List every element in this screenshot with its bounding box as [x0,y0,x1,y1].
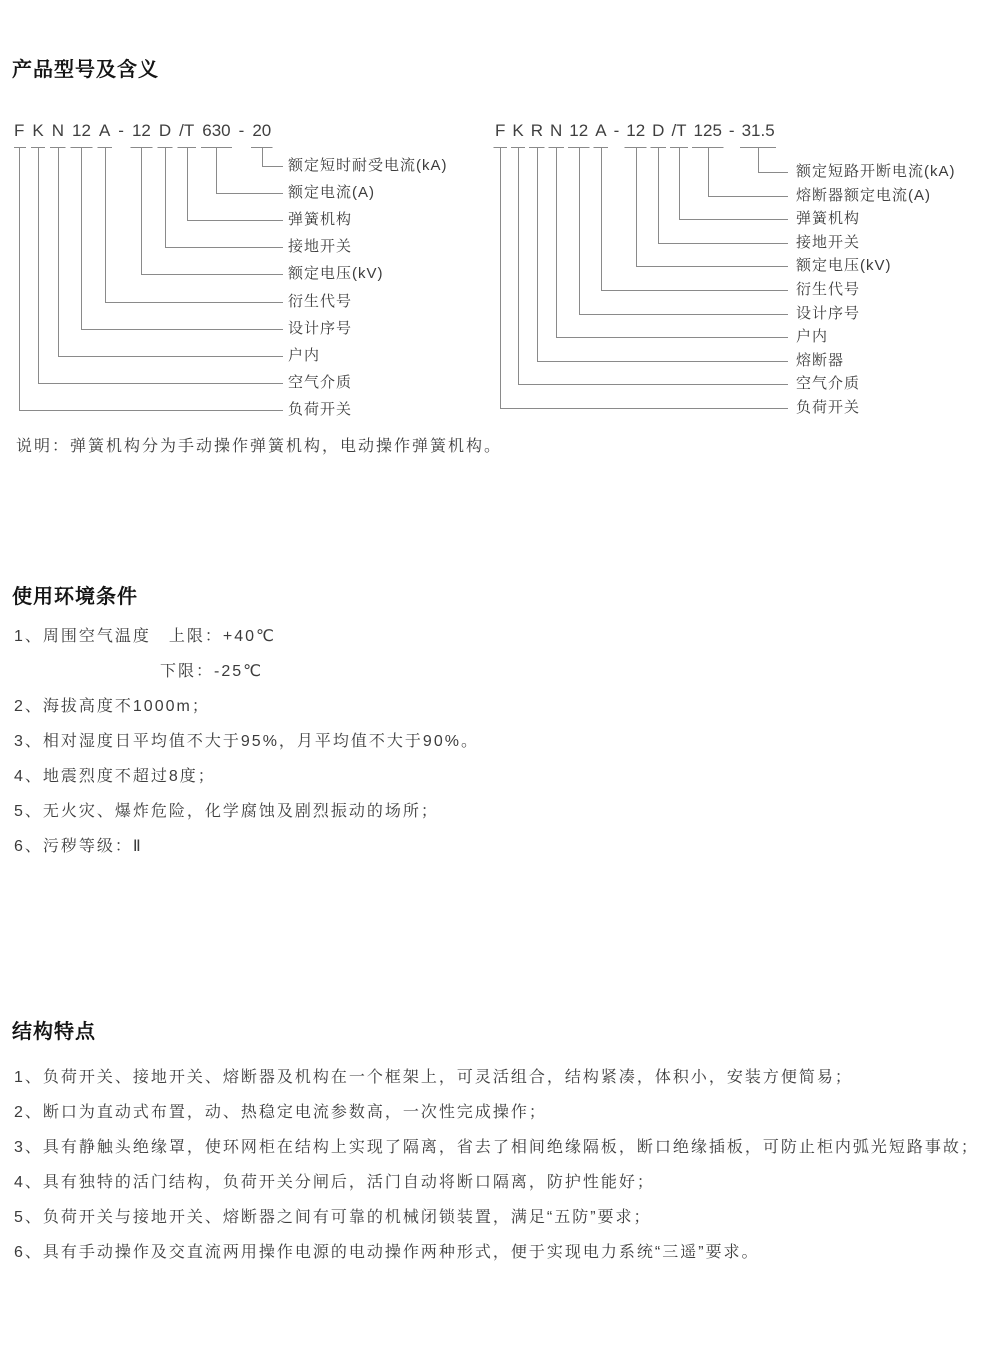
model-code-part: R [530,121,544,140]
diagram-label: 户内 [796,328,829,346]
diagram-label: 负荷开关 [796,399,861,416]
model-code-part: 630 [202,121,231,140]
model-code-part: 12 [569,121,589,140]
diagram-label: 空气介质 [796,375,861,393]
diagram-label: 熔断器额定电流(A) [796,186,931,204]
model-code-separator: - [613,121,620,140]
model-code-part: 12 [131,121,151,140]
environment-list [14,626,984,871]
model-code-part: 12 [72,121,91,140]
diagram-label: 额定短路开断电流(kA) [796,163,956,180]
model-code-part: A [595,121,607,140]
model-diagram-fkrn [492,118,992,418]
list-item: 4、地震烈度不超过8度； [14,768,216,785]
diagram-label: 衍生代号 [796,281,861,298]
diagram-label: 额定电压(kV) [288,265,384,283]
model-code [14,121,271,141]
model-code-part: K [512,121,524,140]
model-code-part: 12 [626,121,646,140]
diagram-label: 弹簧机构 [288,211,353,229]
diagram-label: 额定电压(kV) [796,257,892,275]
model-code-separator: - [238,121,245,140]
diagram-label: 设计序号 [288,319,353,337]
diagram-label: 熔断器 [796,351,845,369]
diagram-label: 负荷开关 [288,400,353,418]
model-code-part: N [51,121,65,140]
section-title-environment: 使用环境条件 [12,586,138,608]
model-code-part: F [495,121,506,140]
list-item: 1、周围空气温度 上限：+40℃ [14,628,277,645]
diagram-label: 空气介质 [288,373,353,391]
model-code-part: /T [179,121,195,140]
list-item: 5、无火灾、爆炸危险，化学腐蚀及剧烈振动的场所； [14,803,439,820]
list-item: 3、具有静触头绝缘罩，使环网柜在结构上实现了隔离，省去了相间绝缘隔板，断口绝缘插板，可防止柜内弧光短路事故； [14,1139,979,1156]
model-code-part: F [14,121,25,140]
list-item: 2、海拔高度不1000m； [14,698,210,715]
model-code-part: D [158,121,172,140]
model-code-part: 31.5 [741,121,775,140]
model-code-part: A [98,121,111,140]
diagram-label: 额定短时耐受电流(kA) [288,157,448,174]
list-item: 6、具有手动操作及交直流两用操作电源的电动操作两种形式，便于实现电力系统“三遥”要求。 [14,1244,760,1261]
model-code-part: /T [671,121,687,140]
model-code-separator: - [118,121,124,140]
diagram-label: 弹簧机构 [796,210,861,228]
diagram-label: 接地开关 [796,233,861,251]
diagram-label: 设计序号 [796,304,861,322]
model-code-part: 20 [252,121,272,140]
diagram-label: 额定电流(A) [288,184,375,202]
model-code-part: D [652,121,665,140]
list-item: 1、负荷开关、接地开关、熔断器及机构在一个框架上，可灵活组合，结构紧凑，体积小，安装方便简易； [14,1069,853,1086]
model-code-part: K [32,121,44,140]
model-diagram-fkn [14,118,464,418]
list-item: 2、断口为直动式布置，动、热稳定电流参数高，一次性完成操作； [14,1104,547,1121]
list-item: 3、相对湿度日平均值不大于95%，月平均值不大于90%。 [14,733,479,750]
model-code-part: 125 [693,121,722,140]
list-item: 4、具有独特的活门结构，负荷开关分闸后，活门自动将断口隔离，防护性能好； [14,1174,655,1191]
model-code-separator: - [728,121,735,140]
page-title: 产品型号及含义 [12,59,159,81]
diagram-label: 接地开关 [288,238,353,256]
section-title-structure: 结构特点 [12,1021,96,1043]
diagram-label: 衍生代号 [288,292,353,310]
structure-list [14,1067,989,1277]
model-code-part: N [550,121,563,140]
diagram-label: 户内 [288,346,321,364]
list-item: 6、污秽等级：Ⅱ [14,838,143,855]
model-code [495,121,775,141]
list-item: 下限：-25℃ [160,663,264,680]
list-item: 5、负荷开关与接地开关、熔断器之间有可靠的机械闭锁装置，满足“五防”要求； [14,1209,652,1226]
note: 说明：弹簧机构分为手动操作弹簧机构，电动操作弹簧机构。 [16,438,503,455]
